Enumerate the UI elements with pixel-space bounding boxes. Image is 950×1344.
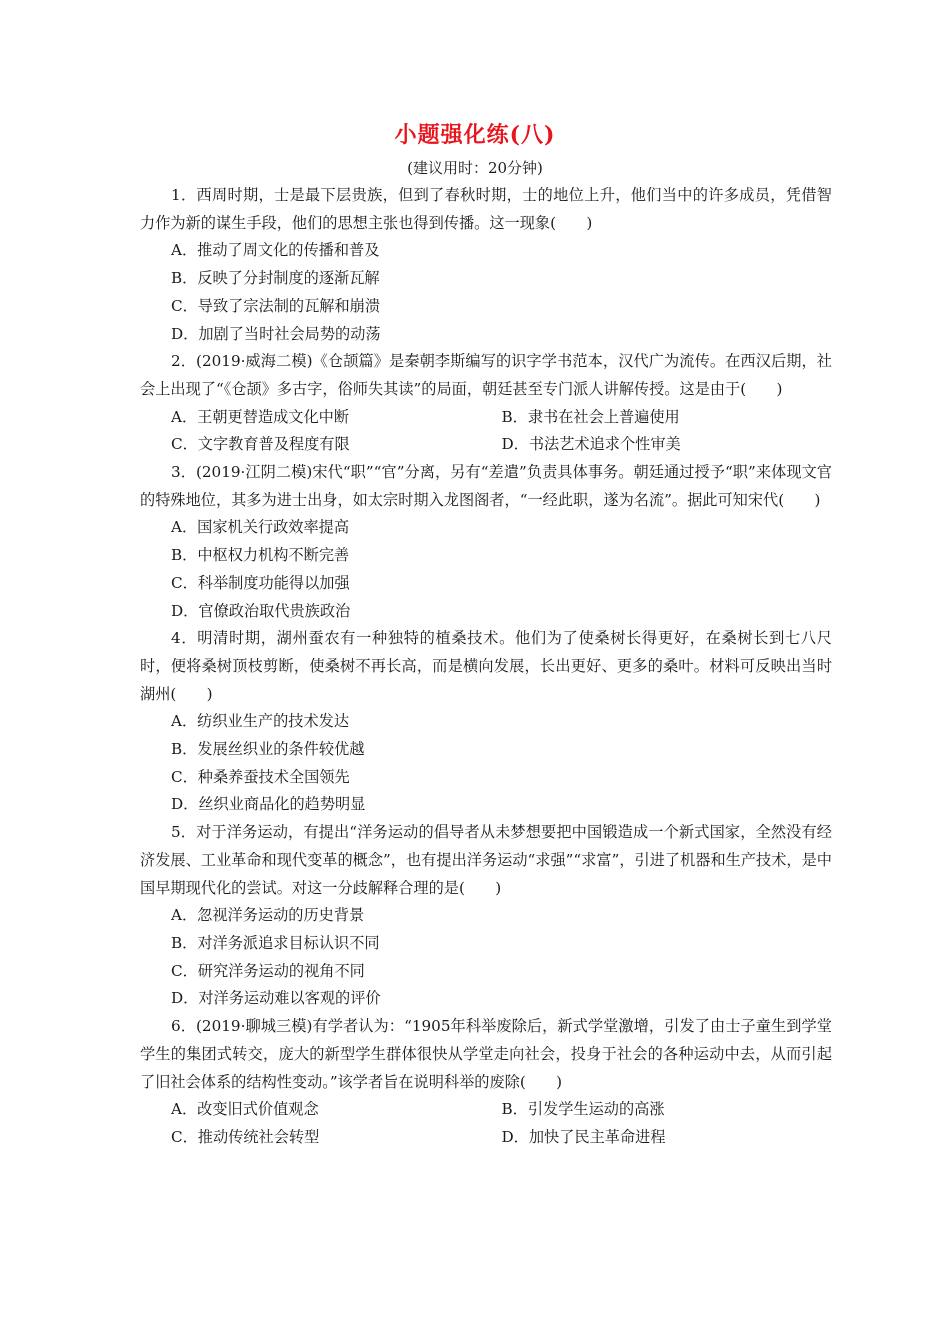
time-suggestion: (建议用时：20分钟) — [407, 159, 543, 177]
question-stem: 4．明清时期，湖州蚕农有一种独特的植桑技术。他们为了使桑树长得更好，在桑树长到七八尺时，便将桑树顶枝剪断，使桑树不再长高，而是横向发展，长出更好、更多的桑叶。材料可反映出当时湖州( ) — [140, 629, 832, 703]
option-d[interactable]: D．加快了民主革命进程 — [501, 1127, 666, 1146]
option-a[interactable]: A．国家机关行政效率提高 — [171, 518, 350, 537]
option-b[interactable]: B．发展丝织业的条件较优越 — [171, 740, 365, 759]
option-c[interactable]: C．文字教育普及程度有限 — [171, 435, 350, 454]
option-c[interactable]: C．推动传统社会转型 — [171, 1127, 320, 1146]
option-a[interactable]: A．推动了周文化的传播和普及 — [171, 241, 380, 260]
option-b[interactable]: B．隶书在社会上普遍使用 — [501, 407, 680, 426]
option-a[interactable]: A．忽视洋务运动的历史背景 — [171, 906, 365, 925]
option-d[interactable]: D．对洋务运动难以客观的评价 — [171, 989, 381, 1008]
question-stem: 6．(2019·聊城三模)有学者认为：“1905年科举废除后，新式学堂激增，引发了由士子童生到学堂学生的集团式转交，庞大的新型学生群体很快从学堂走向社会，投身于社会的各种运动中去，从而引起了旧社会体系的结构性变动。”该学者旨在说明科举的废除( ) — [140, 1017, 832, 1091]
question-6 — [140, 1013, 832, 1152]
page-title: 小题强化练(八) — [394, 122, 556, 148]
option-c[interactable]: C．导致了宗法制的瓦解和崩溃 — [171, 296, 381, 315]
option-b[interactable]: B．引发学生运动的高涨 — [501, 1100, 665, 1119]
option-a[interactable]: A．纺织业生产的技术发达 — [171, 712, 350, 731]
option-d[interactable]: D．书法艺术追求个性审美 — [501, 435, 681, 454]
option-row — [140, 1096, 832, 1124]
option-b[interactable]: B．对洋务派追求目标认识不同 — [171, 933, 380, 952]
question-2 — [140, 348, 832, 459]
option-a[interactable]: A．改变旧式价值观念 — [171, 1100, 319, 1119]
option-d[interactable]: D．丝织业商品化的趋势明显 — [171, 795, 366, 814]
option-row — [140, 1124, 832, 1152]
option-b[interactable]: B．反映了分封制度的逐渐瓦解 — [171, 269, 380, 288]
question-stem: 5．对于洋务运动，有提出“洋务运动的倡导者从未梦想要把中国锻造成一个新式国家，全然没有经济发展、工业革命和现代变革的概念”，也有提出洋务运动“求强”“求富”，引进了机器和生产技术，是中国早期现代化的尝试。对这一分歧解释合理的是( ) — [140, 823, 832, 897]
option-row — [140, 431, 832, 459]
option-c[interactable]: C．科举制度功能得以加强 — [171, 573, 350, 592]
question-list — [140, 182, 832, 1152]
option-b[interactable]: B．中枢权力机构不断完善 — [171, 546, 350, 565]
option-d[interactable]: D．加剧了当时社会局势的动荡 — [171, 324, 381, 343]
option-c[interactable]: C．种桑养蚕技术全国领先 — [171, 767, 350, 786]
option-d[interactable]: D．官僚政治取代贵族政治 — [171, 601, 351, 620]
question-stem: 1．西周时期，士是最下层贵族，但到了春秋时期，士的地位上升，他们当中的许多成员，凭借智力作为新的谋生手段，他们的思想主张也得到传播。这一现象( ) — [140, 186, 832, 232]
question-4 — [140, 625, 832, 819]
option-c[interactable]: C．研究洋务运动的视角不同 — [171, 961, 365, 980]
question-stem: 3．(2019·江阴二模)宋代“职”“官”分离，另有“差遣”负责具体事务。朝廷通过授予“职”来体现文官的特殊地位，其多为进士出身，如太宗时期入龙图阁者，“一经此职，遂为名流”。据此可知宋代( ) — [140, 463, 832, 509]
option-a[interactable]: A．王朝更替造成文化中断 — [171, 407, 350, 426]
question-5 — [140, 819, 832, 1013]
question-stem: 2．(2019·威海二模)《仓颉篇》是秦朝李斯编写的识字学书范本，汉代广为流传。在西汉后期，社会上出现了“《仓颉》多古字，俗师失其读”的局面，朝廷甚至专门派人讲解传授。这是由于( ) — [140, 352, 832, 398]
option-row — [140, 404, 832, 432]
question-1 — [140, 182, 832, 348]
question-3 — [140, 459, 832, 625]
